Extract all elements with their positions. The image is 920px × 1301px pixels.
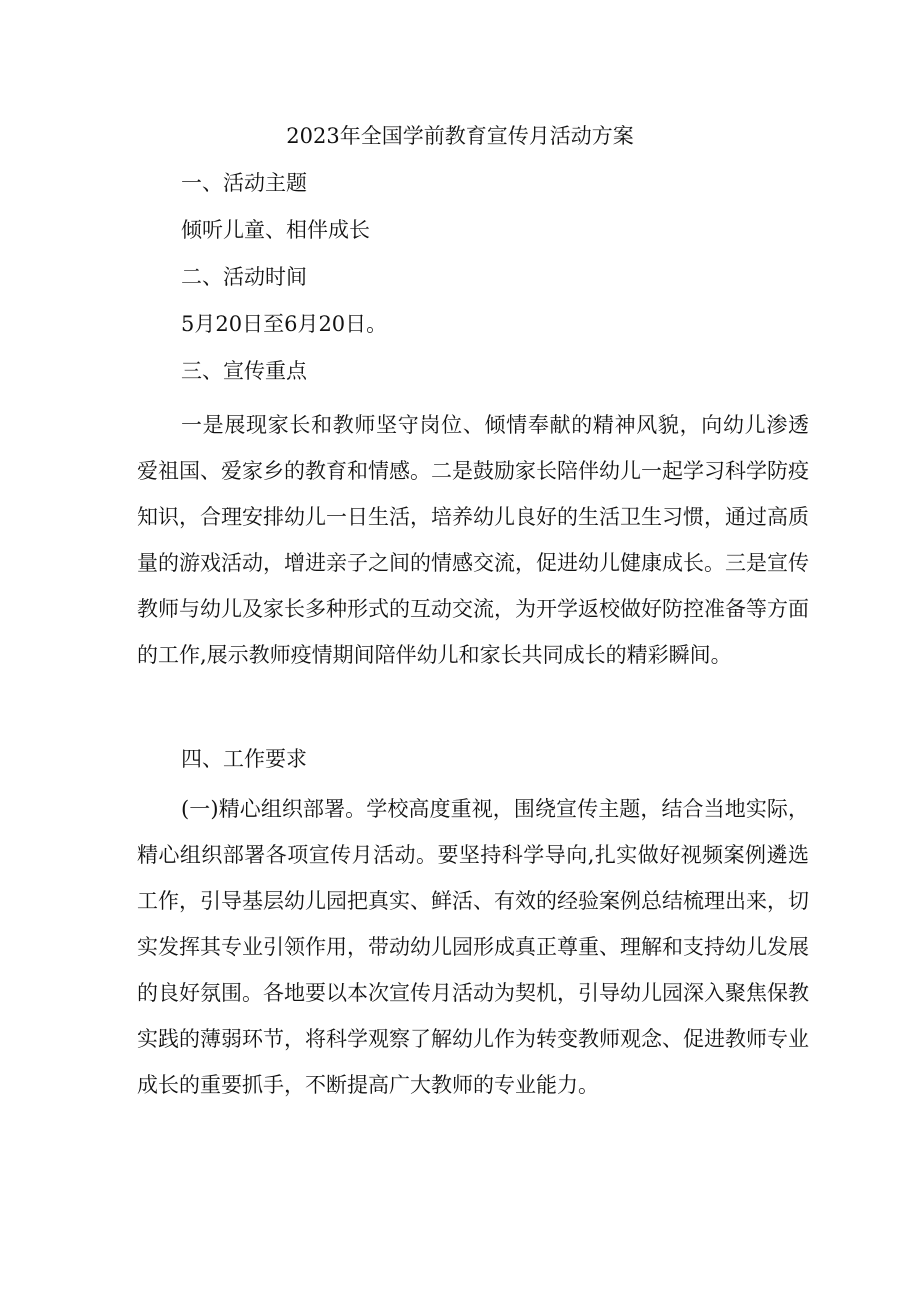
document-title: 2023年全国学前教育宣传月活动方案 [286,124,634,148]
time-text: 5月20日至6月20日。 [181,312,388,336]
requirements-paragraph: (一)精心组织部署。学校高度重视，围绕宣传主题，结合当地实际，精心组织部署各项宣传月活动。要坚持科学导向,扎实做好视频案例遴选工作，引导基层幼儿园把真实、鲜活、有效的经验案例总结梳理出来，切实发挥其专业引领作用，带动幼儿园形成真正尊重、理解和支持幼儿发展的良好氛围。各地要以本次宣传月活动为契机，引导幼儿园深入聚焦保教实践的薄弱环节，将科学观察了解幼儿作为转变教师观念、促进教师专业成长的重要抓手，不断提高广大教师的专业能力。 [137,797,809,1097]
section-heading-time: 二、活动时间 [181,265,307,289]
theme-text: 倾听儿童、相伴成长 [181,218,370,242]
section-heading-theme: 一、活动主题 [181,171,307,195]
section-heading-focus: 三、宣传重点 [181,359,307,383]
focus-paragraph: 一是展现家长和教师坚守岗位、倾情奉献的精神风貌，向幼儿渗透爱祖国、爱家乡的教育和情感。二是鼓励家长陪伴幼儿一起学习科学防疫知识，合理安排幼儿一日生活，培养幼儿良好的生活卫生习惯，通过高质量的游戏活动，增进亲子之间的情感交流，促进幼儿健康成长。三是宣传教师与幼儿及家长多种形式的互动交流，为开学返校做好防控准备等方面的工作,展示教师疫情期间陪伴幼儿和家长共同成长的精彩瞬间。 [137,413,809,667]
section-heading-requirements: 四、工作要求 [181,747,307,771]
